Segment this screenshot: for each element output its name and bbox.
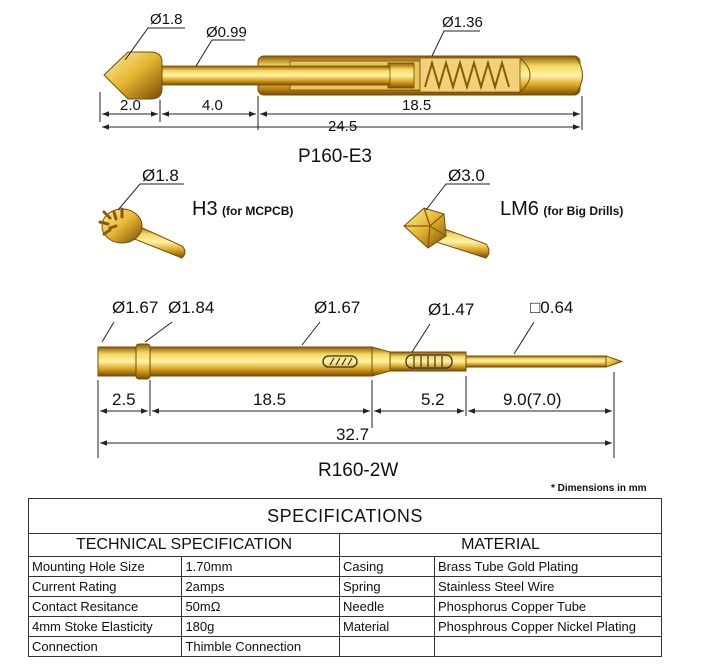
r160-len-3: 5.2 xyxy=(421,390,445,409)
h3-name: H3 xyxy=(192,198,218,220)
material-value: Phosphorus Copper Tube xyxy=(435,597,662,617)
r160-needle xyxy=(466,356,606,367)
tech-label: Mounting Hole Size xyxy=(29,557,182,577)
r160-dia-3: Ø1.67 xyxy=(314,298,361,317)
p160-dia-tip: Ø1.8 xyxy=(150,11,183,28)
tech-spec-header: TECHNICAL SPECIFICATION xyxy=(29,534,340,557)
spec-title-row xyxy=(29,499,662,534)
p160-len-barrel: 18.5 xyxy=(402,97,432,114)
h3-leader xyxy=(118,184,184,210)
h3-note: (for MCPCB) xyxy=(222,204,294,218)
material-label: Spring xyxy=(340,577,435,597)
lm6-tip-illustration xyxy=(404,208,489,258)
r160-dia-2: Ø1.84 xyxy=(168,298,215,317)
material-value: Stainless Steel Wire xyxy=(435,577,662,597)
material-label: Casing xyxy=(340,557,435,577)
table-row xyxy=(29,577,662,597)
p160-dia-shaft: Ø0.99 xyxy=(206,24,247,41)
spec-header-row xyxy=(29,534,662,557)
specifications-table xyxy=(28,498,662,657)
table-row xyxy=(29,637,662,657)
r160-needle-point xyxy=(606,356,622,367)
r160-dia-4: Ø1.47 xyxy=(428,300,475,319)
r160-dia-1: Ø1.67 xyxy=(112,298,159,317)
lm6-diameter: Ø3.0 xyxy=(448,166,485,185)
p160-plunger xyxy=(158,66,390,85)
table-row xyxy=(29,557,662,577)
material-header: MATERIAL xyxy=(340,534,662,557)
p160-probe xyxy=(104,52,583,99)
r160-collar xyxy=(136,344,150,379)
tech-value: 1.70mm xyxy=(182,557,340,577)
p160-dia-tube: Ø1.36 xyxy=(442,14,483,31)
tech-value: 180g xyxy=(182,617,340,637)
dimensions-note: * Dimensions in mm xyxy=(551,483,647,494)
p160-len-tip: 2.0 xyxy=(120,97,141,114)
r160-len-1: 2.5 xyxy=(112,390,136,409)
lm6-label xyxy=(500,198,623,220)
p160-title: P160-E3 xyxy=(298,146,372,167)
lm6-name: LM6 xyxy=(500,198,539,220)
tech-label: Current Rating xyxy=(29,577,182,597)
material-value: Phosphrous Copper Nickel Plating xyxy=(435,617,662,637)
material-label: Material xyxy=(340,617,435,637)
r160-len-2: 18.5 xyxy=(253,390,287,409)
tech-value: 50mΩ xyxy=(182,597,340,617)
lm6-leader xyxy=(426,184,490,210)
tech-value: 2amps xyxy=(182,577,340,597)
material-label: Needle xyxy=(340,597,435,617)
r160-taper xyxy=(372,347,390,376)
r160-len-4: 9.0(7.0) xyxy=(503,390,562,409)
h3-diameter: Ø1.8 xyxy=(142,166,179,185)
h3-label xyxy=(192,198,293,220)
table-row xyxy=(29,597,662,617)
p160-len-plunger: 4.0 xyxy=(202,97,223,114)
tech-label: Contact Resitance xyxy=(29,597,182,617)
p160-len-total: 24.5 xyxy=(328,118,358,135)
spec-title: SPECIFICATIONS xyxy=(29,499,662,534)
material-value: Brass Tube Gold Plating xyxy=(435,557,662,577)
r160-len-total: 32.7 xyxy=(336,425,370,444)
p160-barrel-end xyxy=(575,56,583,95)
h3-tip-illustration xyxy=(100,209,185,258)
r160-title: R160-2W xyxy=(318,460,399,481)
material-value xyxy=(435,637,662,657)
table-row xyxy=(29,617,662,637)
p160-head xyxy=(104,52,162,99)
material-label xyxy=(340,637,435,657)
tech-value: Thimble Connection xyxy=(182,637,340,657)
r160-probe xyxy=(98,344,622,379)
lm6-note: (for Big Drills) xyxy=(543,204,624,218)
tech-label: 4mm Stoke Elasticity xyxy=(29,617,182,637)
r160-square: □0.64 xyxy=(530,298,574,317)
tech-label: Connection xyxy=(29,637,182,657)
